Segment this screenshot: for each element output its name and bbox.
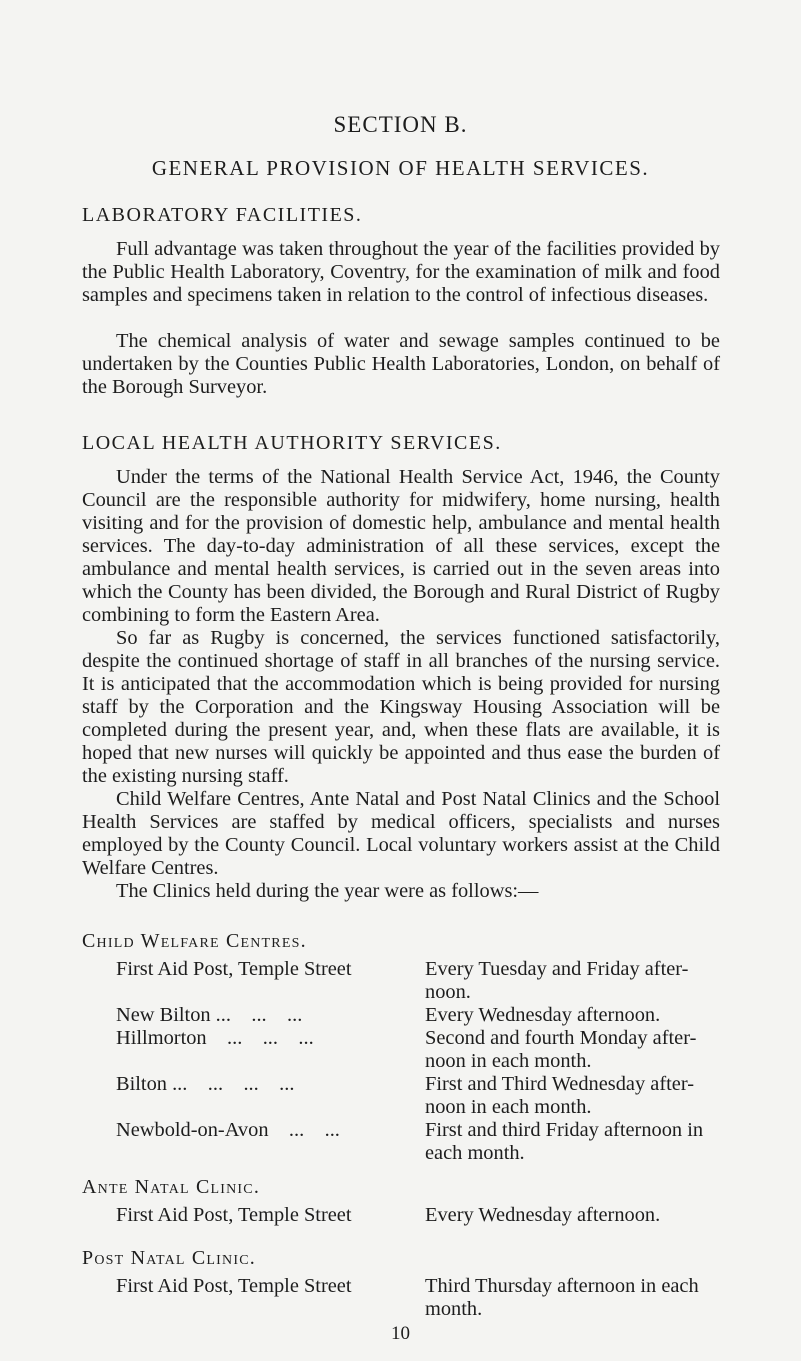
local-health-heading: LOCAL HEALTH AUTHORITY SERVICES. xyxy=(82,432,502,454)
child-welfare-place: Hillmorton ... ... ... xyxy=(116,1027,314,1049)
page-number: 10 xyxy=(391,1323,410,1344)
child-welfare-heading: Child Welfare Centres. xyxy=(82,930,307,952)
local-health-paragraph-4: The Clinics held during the year were as follows:— xyxy=(116,880,539,902)
child-welfare-time: First and third Friday afternoon in each month. xyxy=(425,1119,704,1164)
local-health-paragraph-2: So far as Rugby is concerned, the services functioned satisfactorily, despite the continued shortage of staff in all branches of the nursing service. It is anticipated that the accommodation which is being provided for nursing staff by the Corporation and the Kingsway Housing Association will be completed during the present year, and, when these flats are available, it is hoped that new nurses will quickly be appointed and thus ease the burden of the existing nursing staff. xyxy=(82,627,720,787)
ante-natal-time: Every Wednesday afternoon. xyxy=(425,1204,661,1226)
child-welfare-time: Every Tuesday and Friday after-noon. xyxy=(425,958,689,1003)
child-welfare-time: First and Third Wednesday after-noon in each month. xyxy=(425,1073,694,1118)
laboratory-heading: LABORATORY FACILITIES. xyxy=(82,204,363,226)
laboratory-paragraph-1: Full advantage was taken throughout the year of the facilities provided by the Public Health Laboratory, Coventry, for the examination of milk and food samples and specimens taken in relation to the control of infectious diseases. xyxy=(82,238,720,306)
child-welfare-place: New Bilton ... ... ... xyxy=(116,1004,303,1026)
child-welfare-place: Bilton ... ... ... ... xyxy=(116,1073,295,1095)
child-welfare-place: First Aid Post, Temple Street xyxy=(116,958,352,980)
post-natal-heading: Post Natal Clinic. xyxy=(82,1247,256,1269)
local-health-paragraph-1: Under the terms of the National Health Service Act, 1946, the County Council are the responsible authority for midwifery, home nursing, health visiting and for the provision of domestic help, ambulance and mental health services. The day-to-day administration of all these services, except the ambulance and mental health services, is carried out in the seven areas into which the County has been divided, the Borough and Rural District of Rugby combining to form the Eastern Area. xyxy=(82,466,720,626)
ante-natal-place: First Aid Post, Temple Street xyxy=(116,1204,352,1226)
ante-natal-heading: Ante Natal Clinic. xyxy=(82,1176,261,1198)
laboratory-paragraph-2: The chemical analysis of water and sewage samples continued to be undertaken by the Counties Public Health Laboratories, London, on behalf of the Borough Surveyor. xyxy=(82,330,720,398)
main-heading: GENERAL PROVISION OF HEALTH SERVICES. xyxy=(151,156,650,180)
post-natal-place: First Aid Post, Temple Street xyxy=(116,1275,352,1297)
section-title: SECTION B. xyxy=(333,112,468,137)
post-natal-time: Third Thursday afternoon in each month. xyxy=(425,1275,699,1320)
local-health-paragraph-3: Child Welfare Centres, Ante Natal and Post Natal Clinics and the School Health Services are staffed by medical officers, specialists and nurses employed by the County Council. Local voluntary workers assist at the Child Welfare Centres. xyxy=(82,788,720,879)
child-welfare-time: Every Wednesday afternoon. xyxy=(425,1004,661,1026)
child-welfare-place: Newbold-on-Avon ... ... xyxy=(116,1119,340,1141)
child-welfare-time: Second and fourth Monday after-noon in each month. xyxy=(425,1027,697,1072)
